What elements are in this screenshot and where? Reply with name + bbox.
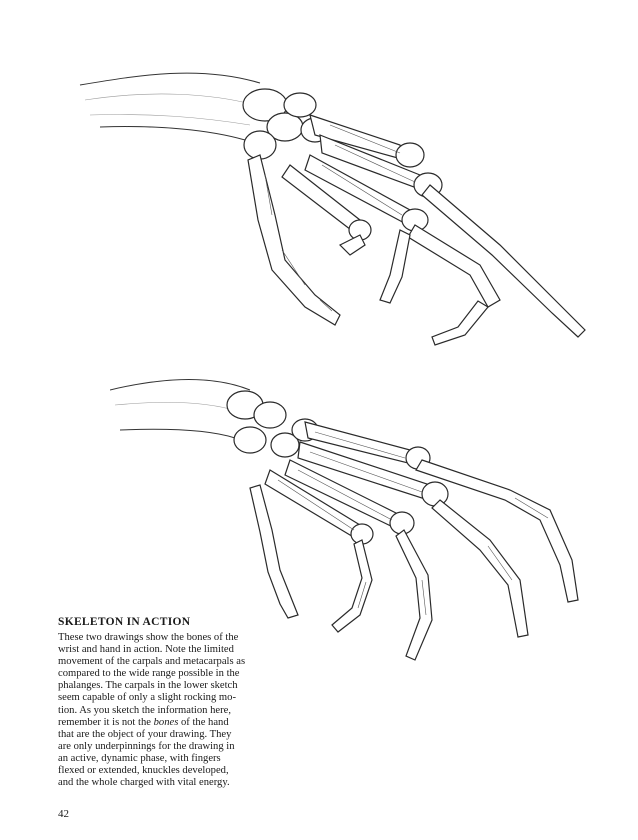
caption-line: flexed or extended, knuckles developed,: [58, 765, 229, 777]
caption-line: These two drawings show the bones of the: [58, 632, 239, 643]
caption-line: that are the object of your drawing. They: [58, 728, 232, 740]
caption-emphasis: bones: [153, 716, 179, 728]
skeleton-hand-top-illustration: [60, 45, 600, 365]
page-number: 42: [58, 808, 69, 820]
caption-line: an active, dynamic phase, with fingers: [58, 752, 221, 764]
caption-line: movement of the carpals and metacarpals as: [58, 656, 246, 668]
caption-line: remember it is not the: [58, 716, 154, 728]
caption-block: [58, 615, 263, 789]
caption-title: SKELETON IN ACTION: [58, 616, 191, 628]
caption-line: compared to the wide range possible in the: [58, 668, 240, 680]
caption-line: tion. As you sketch the information here,: [58, 704, 231, 716]
caption-line: of the hand: [178, 716, 229, 728]
caption-body: [58, 632, 263, 789]
caption-line: seem capable of only a slight rocking mo-: [58, 692, 236, 704]
caption-line: and the whole charged with vital energy.: [58, 777, 230, 789]
caption-line: are only underpinnings for the drawing in: [58, 740, 235, 752]
caption-line: phalanges. The carpals in the lower sketch: [58, 680, 238, 692]
caption-line: wrist and hand in action. Note the limited: [58, 644, 234, 656]
